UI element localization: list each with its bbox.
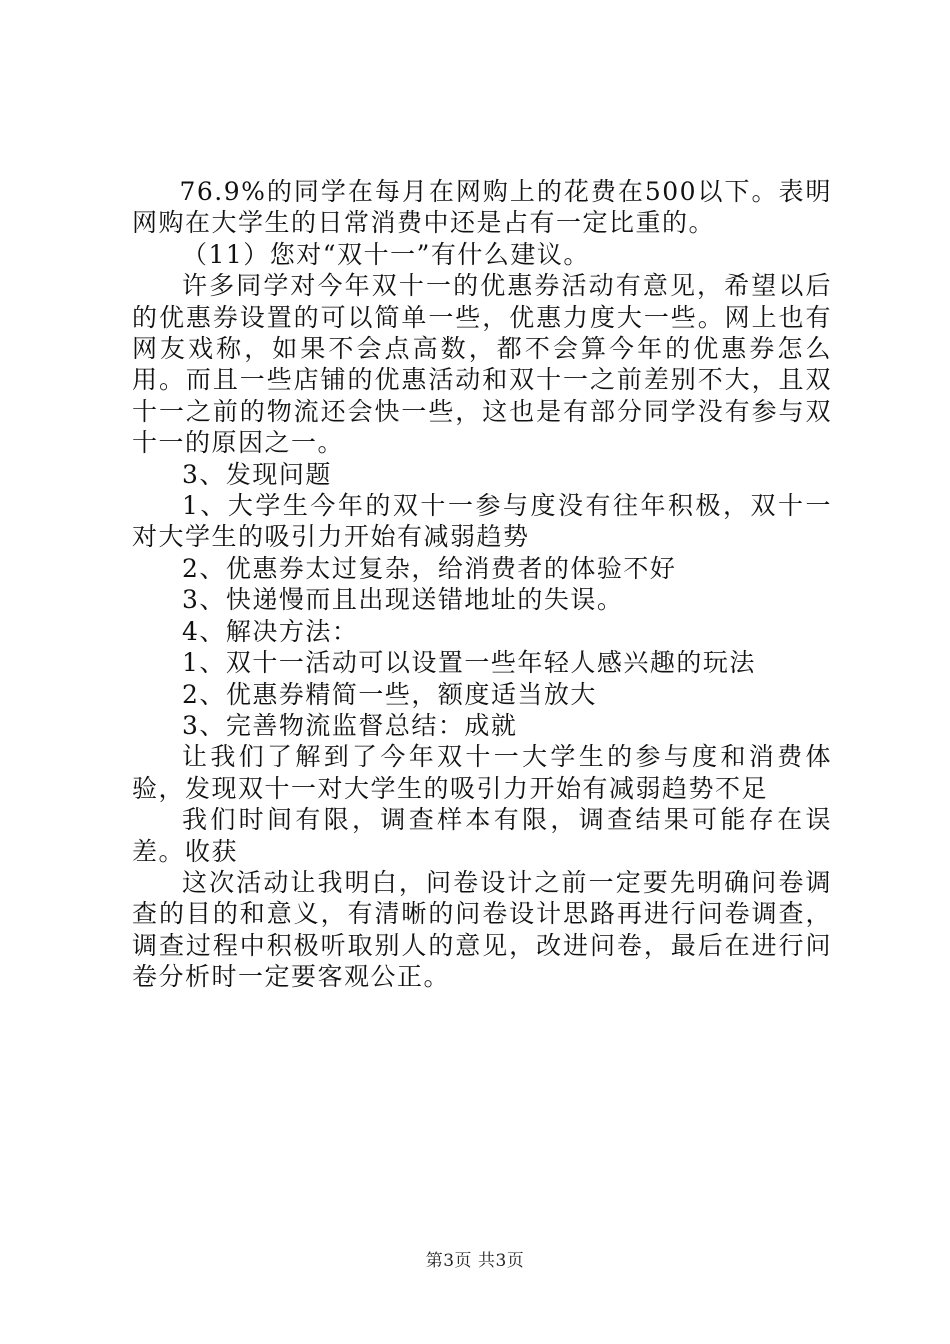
list-item-solution-1: 1、双十一活动可以设置一些年轻人感兴趣的玩法 <box>182 648 756 678</box>
paragraph-achievements: 让我们了解到了今年双十一大学生的参与度和消费体验，发现双十一对大学生的吸引力开始有减弱趋势不足 <box>132 742 832 803</box>
paragraph-question-11: （11）您对“双十一”有什么建议。 <box>182 239 590 269</box>
paragraph-limitations: 我们时间有限，调查样本有限，调查结果可能存在误差。收获 <box>132 805 832 866</box>
list-item-problem-3: 3、快递慢而且出现送错地址的失误。 <box>182 585 624 615</box>
paragraph-takeaways: 这次活动让我明白，问卷设计之前一定要先明确问卷调查的目的和意义，有清晰的问卷设计思路再进行问卷调查，调查过程中积极听取别人的意见，改进问卷，最后在进行问卷分析时一定要客观公正。 <box>132 867 832 992</box>
list-item-problem-1: 1、大学生今年的双十一参与度没有往年积极，双十一对大学生的吸引力开始有减弱趋势 <box>132 491 832 552</box>
paragraph-coupon-feedback: 许多同学对今年双十一的优惠券活动有意见，希望以后的优惠券设置的可以简单一些，优惠力度大一些。网上也有网友戏称，如果不会点高数，都不会算今年的优惠券怎么用。而且一些店铺的优惠活动和双十一之前差别不大，且双十一之前的物流还会快一些，这也是有部分同学没有参与双十一的原因之一。 <box>132 271 832 458</box>
heading-solutions: 4、解决方法： <box>182 616 359 646</box>
page-number-footer: 第3页 共3页 <box>425 1251 525 1271</box>
heading-find-problems: 3、发现问题 <box>182 459 332 489</box>
document-body <box>132 176 832 993</box>
list-item-solution-3: 3、完善物流监督总结：成就 <box>182 710 518 740</box>
paragraph-spending-stat: 76.9%的同学在每月在网购上的花费在500以下。表明网购在大学生的日常消费中还是占有一定比重的。 <box>132 177 832 238</box>
list-item-problem-2: 2、优惠券太过复杂，给消费者的体验不好 <box>182 553 677 583</box>
list-item-solution-2: 2、优惠券精简一些，额度适当放大 <box>182 679 597 709</box>
